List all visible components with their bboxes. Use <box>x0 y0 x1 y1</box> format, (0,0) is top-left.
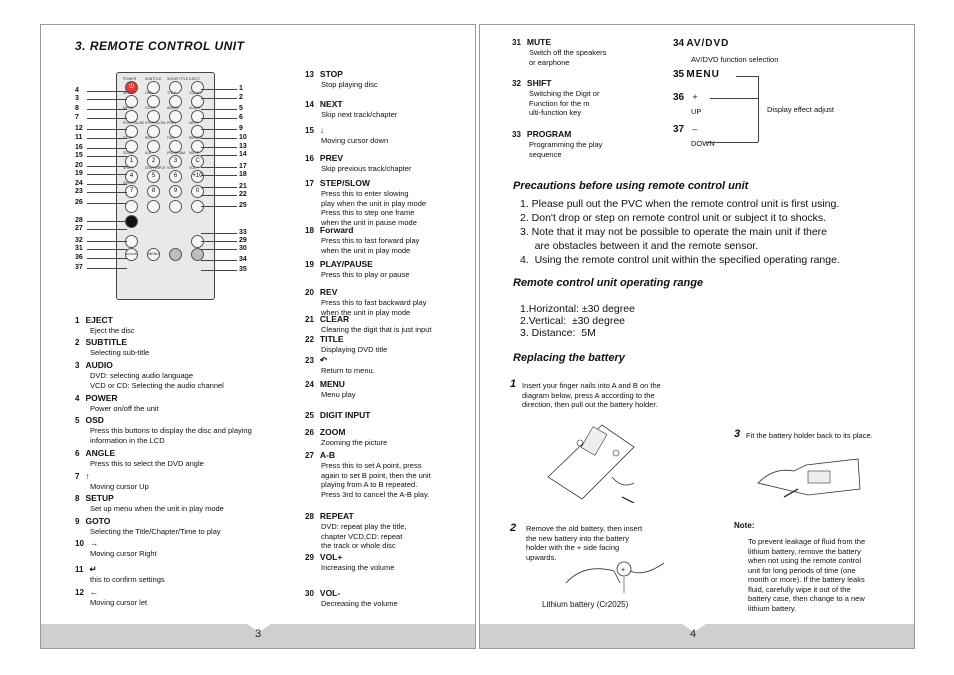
item-number: 8 <box>75 494 80 503</box>
remote-button[interactable] <box>147 200 160 213</box>
item-number: 24 <box>305 380 314 389</box>
item-8 <box>75 493 224 514</box>
precautions-list <box>520 197 840 267</box>
remote-menu-button[interactable]: MENU <box>147 248 160 261</box>
item-description: Zooming the picture <box>321 438 388 447</box>
remote-button-label: STOP <box>123 136 133 140</box>
svg-text:+: + <box>621 567 626 574</box>
remote-button-label: NEXT <box>189 121 199 125</box>
item-description: Stop playing disc <box>321 80 378 89</box>
callout-number: 24 <box>75 180 83 187</box>
remote-digit-button[interactable]: 1 <box>125 155 138 168</box>
item-9 <box>75 516 221 537</box>
item-heading: STEP/SLOW <box>319 178 370 188</box>
remote-button-label: MUTE <box>189 151 199 155</box>
item-2 <box>75 337 149 358</box>
callout-number: 13 <box>239 143 247 150</box>
remote-button-label: EJECT <box>189 77 201 81</box>
item-heading: GOTO <box>85 516 111 526</box>
page-number: 3 <box>255 628 262 640</box>
remote-digit-button[interactable]: 5 <box>147 170 160 183</box>
range-title: Remote control unit operating range <box>513 277 704 289</box>
item-37: 37 – <box>673 124 698 135</box>
item-3 <box>75 360 224 390</box>
callout-number: 8 <box>75 105 79 112</box>
item-description: Skip previous track/chapter <box>321 164 412 173</box>
page-number: 4 <box>690 628 697 640</box>
item-20 <box>305 287 426 317</box>
item-description: Programming the play sequence <box>529 140 603 159</box>
item-number: 2 <box>75 338 80 347</box>
callout-number: 30 <box>239 245 247 252</box>
callout-number: 37 <box>75 264 83 271</box>
item-15 <box>305 125 388 146</box>
item-description: Selecting the Title/Chapter/Time to play <box>90 527 221 536</box>
precaution-line: 3. Note that it may not be possible to operate the main unit if there <box>520 226 828 238</box>
item-19 <box>305 259 409 280</box>
item-number: 21 <box>305 315 314 324</box>
item-description: Increasing the volume <box>321 563 395 572</box>
item-description: Set up menu when the unit in play mode <box>90 504 224 513</box>
item-number: 33 <box>512 130 521 139</box>
item-description: DVD: repeat play the title, chapter VCD,CD: repeat the track or whole disc <box>321 522 407 550</box>
item-heading: EJECT <box>85 315 113 325</box>
page-footer <box>41 624 475 648</box>
page-title: 3. REMOTE CONTROL UNIT <box>75 39 245 53</box>
range-line: 2.Vertical: ±30 degree <box>520 315 625 327</box>
callout-number: 3 <box>75 95 79 102</box>
display-effect-adjust: Display effect adjust <box>767 105 834 114</box>
item-heading: ↓ <box>319 125 325 135</box>
item-number: 12 <box>75 588 84 597</box>
item-number: 22 <box>305 335 314 344</box>
item-4 <box>75 393 159 414</box>
item-description: Moving cursor Right <box>90 549 157 558</box>
remote-button-label: REPEAT <box>189 136 203 140</box>
remote-button[interactable] <box>169 200 182 213</box>
insert-battery-illustration <box>564 553 668 603</box>
item-16 <box>305 153 411 174</box>
item-heading: SUBTITLE <box>85 337 128 347</box>
item-number: 23 <box>305 356 314 365</box>
callout-number: 17 <box>239 163 247 170</box>
item-heading: ANGLE <box>85 448 116 458</box>
callout-number: 16 <box>75 144 83 151</box>
callout-number: 36 <box>75 254 83 261</box>
item-25 <box>305 410 370 421</box>
battery-step-2: 2 <box>510 522 517 534</box>
item-heading: DIGIT INPUT <box>319 410 371 420</box>
item-31 <box>512 37 606 67</box>
remote-digit-button[interactable]: C <box>191 155 204 168</box>
item-12 <box>75 587 147 608</box>
callout-number: 25 <box>239 202 247 209</box>
item-heading: ↑ <box>85 471 90 481</box>
item-number: 20 <box>305 288 314 297</box>
remote-digit-button[interactable]: 3 <box>169 155 182 168</box>
battery-step-1: 1 <box>510 378 517 390</box>
item-heading: Forward <box>319 225 354 235</box>
item-description: Press this to select the DVD angle <box>90 459 204 468</box>
remote-av-dvd-button[interactable]: AV/DVD <box>125 248 138 261</box>
remote-digit-button[interactable]: 0 <box>191 185 204 198</box>
remote-button-label: SUBTITLE <box>145 77 162 81</box>
callout-number: 4 <box>75 87 79 94</box>
remote-button-label: ZOOM <box>123 151 134 155</box>
item-17 <box>305 178 426 227</box>
callout-number: 27 <box>75 225 83 232</box>
callout-number: 31 <box>75 245 83 252</box>
remote-button-label: SHOW TITLE <box>167 77 189 81</box>
callout-number: 2 <box>239 94 243 101</box>
range-line: 1.Horizontal: ±30 degree <box>520 303 635 315</box>
callout-number: 7 <box>75 114 79 121</box>
item-18 <box>305 225 419 255</box>
remote-button-label: PLAY/PAUSE <box>123 121 145 125</box>
callout-number: 35 <box>239 266 247 273</box>
item-description: DVD: selecting audio language VCD or CD: Selecting the audio channel <box>90 371 224 390</box>
remote-button-label: AUDIO <box>189 106 201 110</box>
range-line: 3. Distance: 5M <box>520 327 596 339</box>
remote-button-label: A-B <box>145 151 151 155</box>
item-description: Press this to fast backward play when the unit in play mode <box>321 298 427 317</box>
item-description: Moving cursor Up <box>90 482 149 491</box>
remote-button-label: MENU <box>123 106 134 110</box>
callout-number: 18 <box>239 171 247 178</box>
item-number: 4 <box>75 394 80 403</box>
item-number: 13 <box>305 70 314 79</box>
item-number: 27 <box>305 451 314 460</box>
item-7 <box>75 471 149 492</box>
item-heading: REV <box>319 287 338 297</box>
item-description: Decreasing the volume <box>321 599 398 608</box>
item-number: 29 <box>305 553 314 562</box>
item-description: Clearing the digit that is just input <box>321 325 432 334</box>
remote-button-label: SETUP <box>123 91 135 95</box>
item-description: Press this to play or pause <box>321 270 410 279</box>
step-1-text: Insert your finger nails into A and B on the diagram below, press A according to the direction, then pull out the battery holder. <box>522 381 661 409</box>
precautions-title: Precautions before using remote control unit <box>513 180 749 192</box>
item-heading: NEXT <box>319 99 343 109</box>
item-heading: → <box>89 538 99 548</box>
item-description: Selecting sub-title <box>90 348 150 357</box>
item-description: Moving cursor down <box>321 136 389 145</box>
callout-number: 32 <box>75 237 83 244</box>
remote-digit-button[interactable]: 6 <box>169 170 182 183</box>
item-number: 3 <box>75 361 80 370</box>
precaution-line: 4. Using the remote control unit within the specified operating range. <box>520 254 840 266</box>
item-number: 26 <box>305 428 314 437</box>
remote-button-label: STEP/SLOW <box>145 121 166 125</box>
item-description: Press this buttons to display the disc and playing information in the LCD <box>90 426 252 445</box>
precaution-line: are obstacles between it and the remote sensor. <box>520 240 759 252</box>
item-description: Press this to enter slowing play when the unit in play mode Press this to step one frame when the unit in pause mode <box>321 189 427 227</box>
callout-number: 19 <box>75 170 83 177</box>
item-description: Moving cursor let <box>90 598 148 607</box>
battery-title: Replacing the battery <box>513 352 625 364</box>
item-heading: ↵ <box>89 564 97 574</box>
item-heading: POWER <box>85 393 118 403</box>
item-number: 7 <box>75 472 80 481</box>
callout-number: 6 <box>239 114 243 121</box>
item-26 <box>305 427 387 448</box>
item-number: 11 <box>75 565 84 574</box>
item-description: this to confirm settings <box>90 575 165 584</box>
item-heading: SHIFT <box>526 78 552 88</box>
left-page <box>40 24 476 649</box>
item-22 <box>305 334 387 355</box>
item-number: 25 <box>305 411 314 420</box>
item-28 <box>305 511 406 551</box>
remote-button-label: VOL+ <box>189 166 199 170</box>
item-24 <box>305 379 356 400</box>
step-3-text: Fit the battery holder back to its place. <box>746 431 873 440</box>
item-heading: MENU <box>319 379 345 389</box>
item-description: Skip next track/chapter <box>321 110 398 119</box>
item-heading: TITLE <box>319 334 344 344</box>
callout-number: 9 <box>239 125 243 132</box>
remote-button-label: PREV <box>167 121 177 125</box>
item-description: Power on/off the unit <box>90 404 159 413</box>
remote-vol-minus-button[interactable] <box>169 248 182 261</box>
item-32 <box>512 78 599 118</box>
item-heading: OSD <box>85 415 104 425</box>
item-number: 16 <box>305 154 314 163</box>
callout-number: 26 <box>75 199 83 206</box>
item-13 <box>305 69 378 90</box>
item-heading: STOP <box>319 69 343 79</box>
callout-number: 33 <box>239 229 247 236</box>
item-35: 35 MENU <box>673 69 720 80</box>
remote-digit-button[interactable]: +10 <box>191 170 204 183</box>
item-heading: ↶ <box>319 355 328 365</box>
remote-button-label: VOL- <box>167 166 176 170</box>
item-number: 28 <box>305 512 314 521</box>
remote-button-label: PROGRAM <box>167 151 186 155</box>
note-title: Note: <box>734 521 755 530</box>
remote-button-label: OSD <box>145 91 153 95</box>
remote-button-label: CLEAR <box>189 91 201 95</box>
battery-step-3: 3 <box>734 428 741 440</box>
item-6 <box>75 448 204 469</box>
callout-number: 23 <box>75 188 83 195</box>
item-23 <box>305 355 375 376</box>
callout-number: 22 <box>239 191 247 198</box>
callout-number: 28 <box>75 217 83 224</box>
right-page <box>479 24 915 649</box>
item-description: Eject the disc <box>90 326 135 335</box>
item-10 <box>75 538 157 559</box>
item-number: 18 <box>305 226 314 235</box>
item-1 <box>75 315 135 336</box>
item-description: Return to menu. <box>321 366 375 375</box>
item-number: 5 <box>75 416 80 425</box>
item-number: 14 <box>305 100 314 109</box>
item-heading: REPEAT <box>319 511 354 521</box>
item-36-desc: UP <box>691 107 702 116</box>
item-description: Press this to set A point, press again to set B point, then the unit playing from A to B repeated. Press 3rd to cancel the A-B play. <box>321 461 431 499</box>
item-number: 19 <box>305 260 314 269</box>
remote-button-label: GOTO <box>145 106 156 110</box>
item-5 <box>75 415 252 445</box>
item-21 <box>305 314 431 335</box>
item-description: Displaying DVD title <box>321 345 388 354</box>
item-heading: PREV <box>319 153 344 163</box>
item-heading: ZOOM <box>319 427 346 437</box>
remote-button-label: SHIFT <box>123 166 134 170</box>
page-footer <box>480 624 914 648</box>
remove-battery-holder-illustration <box>542 417 642 503</box>
item-number: 30 <box>305 589 314 598</box>
remote-power-button[interactable]: ⏻ <box>125 81 138 94</box>
item-heading: ← <box>89 587 99 597</box>
remote-digit-button[interactable]: 2 <box>147 155 160 168</box>
remote-digit-button[interactable]: 9 <box>169 185 182 198</box>
item-number: 32 <box>512 79 521 88</box>
item-heading: A-B <box>319 450 336 460</box>
item-heading: CLEAR <box>319 314 350 324</box>
callout-number: 5 <box>239 105 243 112</box>
remote-button-label: ANGLE <box>167 106 179 110</box>
remote-digit-button[interactable]: 7 <box>125 185 138 198</box>
item-27 <box>305 450 431 499</box>
item-29 <box>305 552 394 573</box>
item-number: 17 <box>305 179 314 188</box>
item-30 <box>305 588 398 609</box>
precaution-line: 1. Please pull out the PVC when the remote control unit is first using. <box>520 198 840 210</box>
remote-button-label: AV/DVD <box>123 181 136 185</box>
remote-control-illustration <box>116 72 215 300</box>
item-number: 15 <box>305 126 314 135</box>
callout-number: 34 <box>239 256 247 263</box>
fit-battery-holder-illustration <box>754 449 864 509</box>
callout-number: 15 <box>75 152 83 159</box>
item-description: Switch off the speakers or earphone <box>529 48 607 67</box>
item-34: 34 AV/DVD <box>673 38 730 49</box>
remote-button[interactable] <box>125 200 138 213</box>
range-list <box>520 303 635 339</box>
callout-number: 20 <box>75 162 83 169</box>
item-heading: AUDIO <box>85 360 113 370</box>
battery-type-label: Lithium battery (Cr2025) <box>542 600 629 609</box>
remote-digit-button[interactable]: 8 <box>147 185 160 198</box>
remote-button-label: FWD <box>167 136 175 140</box>
item-description: Press this to fast forward play when the unit in play mode <box>321 236 420 255</box>
item-11 <box>75 564 165 585</box>
item-14 <box>305 99 397 120</box>
item-description: Menu play <box>321 390 356 399</box>
item-number: 1 <box>75 316 80 325</box>
precaution-line: 2. Don't drop or step on remote control unit or subject it to shocks. <box>520 212 827 224</box>
item-number: 9 <box>75 517 80 526</box>
item-33 <box>512 129 602 159</box>
callout-number: 29 <box>239 237 247 244</box>
remote-button-label: REV <box>145 136 153 140</box>
item-number: 6 <box>75 449 80 458</box>
item-number: 31 <box>512 38 521 47</box>
item-heading: PROGRAM <box>526 129 572 139</box>
callout-number: 11 <box>75 134 83 141</box>
remote-button-label: TITLE <box>167 91 177 95</box>
item-34-desc: AV/DVD function selection <box>691 55 779 64</box>
item-heading: MUTE <box>526 37 551 47</box>
callout-number: 12 <box>75 125 83 132</box>
callout-number: 10 <box>239 134 247 141</box>
callout-number: 1 <box>239 85 243 92</box>
item-heading: VOL+ <box>319 552 343 562</box>
item-description: Switching the Digit or Function for the m ulti-function key <box>529 89 600 117</box>
item-36: 36 + <box>673 92 698 103</box>
remote-digit-button[interactable]: 4 <box>125 170 138 183</box>
note-text: To prevent leakage of fluid from the lithium battery, remove the battery when not using the remote control unit for long periods of time (one month or more). If the battery leaks fluid, carefully wipe it out of the battery case, then change to a new lithium battery. <box>748 537 866 613</box>
item-heading: SETUP <box>85 493 114 503</box>
item-heading: PLAY/PAUSE <box>319 259 373 269</box>
callout-number: 21 <box>239 183 247 190</box>
item-heading: VOL- <box>319 588 341 598</box>
item-number: 10 <box>75 539 84 548</box>
callout-number: 14 <box>239 151 247 158</box>
item-37-desc: DOWN <box>691 139 715 148</box>
step-2-text: Remove the old battery, then insert the new battery into the battery holder with the + side facing upwards. <box>526 524 643 562</box>
remote-button-label: DIGIT INPUT <box>145 166 166 170</box>
remote-button-label: POWER <box>123 77 137 81</box>
